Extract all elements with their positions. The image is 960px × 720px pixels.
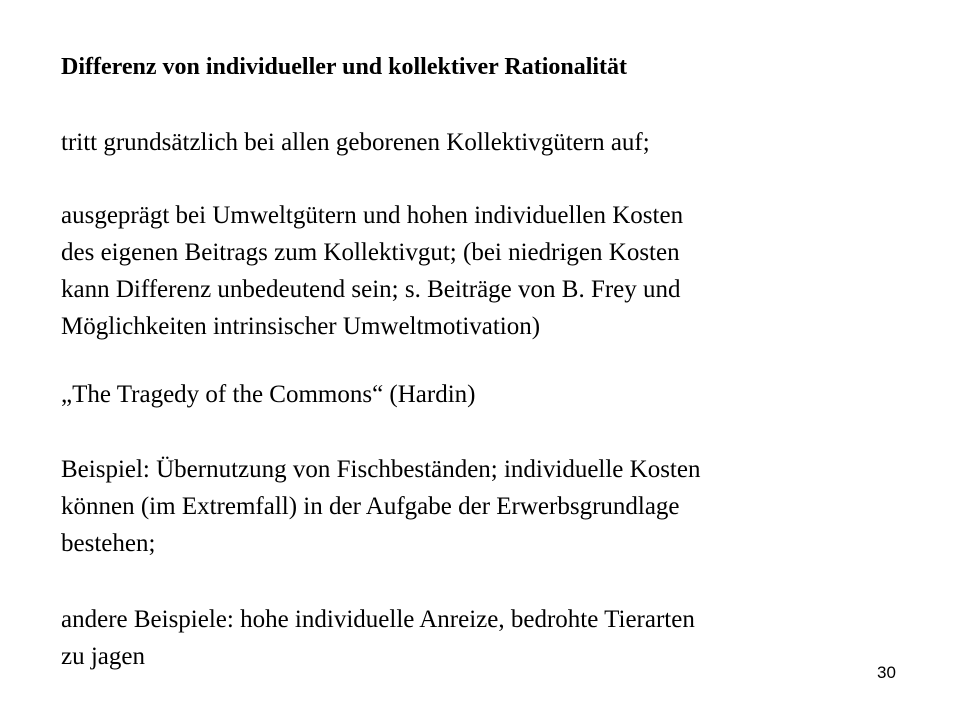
paragraph-tragedy-of-commons <box>61 376 476 413</box>
text-line: Beispiel: Übernutzung von Fischbeständen; individuelle Kosten <box>61 456 701 483</box>
paragraph-environmental-goods <box>61 197 683 345</box>
paragraph-example-fish <box>61 451 700 562</box>
paragraph-collective-goods <box>61 124 650 161</box>
text-line: zu jagen <box>61 643 145 670</box>
page-number: 30 <box>877 663 896 682</box>
text-line: andere Beispiele: hohe individuelle Anreize, bedrohte Tierarten <box>61 606 695 633</box>
text-line: tritt grundsätzlich bei allen geborenen Kollektivgütern auf; <box>61 129 650 156</box>
slide-title: Differenz von individueller und kollektiver Rationalität <box>61 54 628 80</box>
text-line: des eigenen Beitrags zum Kollektivgut; (bei niedrigen Kosten <box>61 239 680 266</box>
text-line: ausgeprägt bei Umweltgütern und hohen individuellen Kosten <box>61 202 684 229</box>
text-line: kann Differenz unbedeutend sein; s. Beiträge von B. Frey und <box>61 276 681 303</box>
text-line: können (im Extremfall) in der Aufgabe der Erwerbsgrundlage <box>61 493 680 520</box>
paragraph-other-examples <box>61 601 695 675</box>
text-line: „The Tragedy of the Commons“ (Hardin) <box>61 381 476 408</box>
text-line: bestehen; <box>61 530 156 557</box>
text-line: Möglichkeiten intrinsischer Umweltmotivation) <box>61 313 541 340</box>
